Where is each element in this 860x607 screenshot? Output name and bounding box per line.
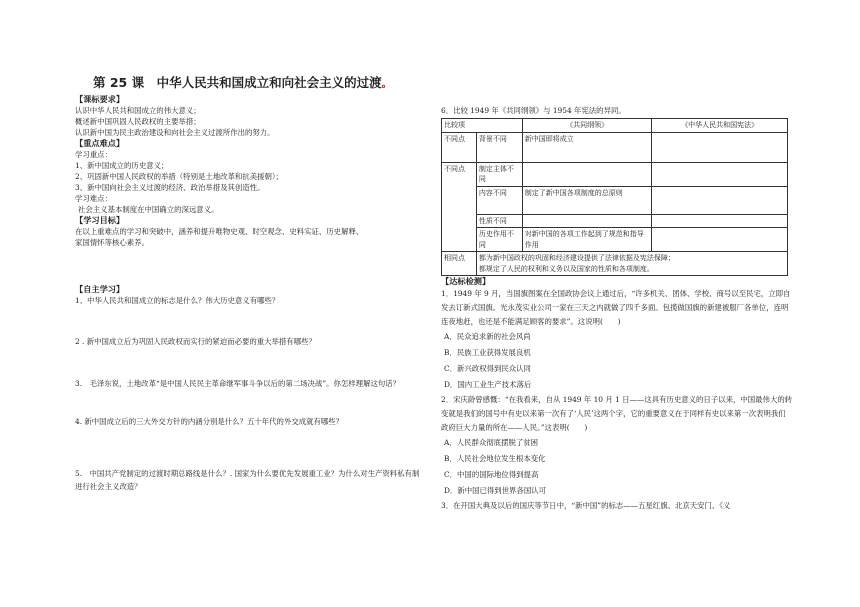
constitution-cell <box>652 162 788 186</box>
goals-heading: 【学习目标】 <box>75 215 125 225</box>
table-header-cell: 《中华人民共和国宪法》 <box>652 119 788 133</box>
selfstudy-question: 3. 毛泽东说，土地改革“是中国人民民主革命继军事斗争以后的第二场决战”。你怎样理解这句话？ <box>75 379 401 388</box>
item-cell: 历史作用不同 <box>476 228 522 252</box>
option-item: A．人民群众彻底摆脱了贫困 <box>444 438 539 447</box>
item-cell: 制定主体不同 <box>476 162 522 186</box>
program-cell <box>522 162 652 186</box>
option-item: D．新中国已得到世界各国认可 <box>444 486 547 495</box>
left-column <box>75 75 425 493</box>
curriculum-line: 认识中华人民共和国成立的伟大意义； <box>75 106 201 115</box>
table-header-cell: 比较项 <box>442 119 523 133</box>
keypoints-line: 3、新中国向社会主义过渡的经济、政治举措及其创造性。 <box>75 183 265 192</box>
item-cell: 内容不同 <box>476 186 522 214</box>
table-row <box>442 132 788 162</box>
constitution-cell <box>652 132 788 162</box>
keypoints-line: 学习重点： <box>75 150 112 159</box>
diff-label-cell: 不同点 <box>442 162 477 252</box>
table-row <box>442 162 788 186</box>
title-mark: 。 <box>381 79 392 90</box>
selfstudy-question: 2 . 新中国成立后为巩固人民政权而实行的紧迫而必要的重大举措有哪些？ <box>75 337 316 346</box>
curriculum-heading: 【课标要求】 <box>75 94 125 104</box>
constitution-cell <box>652 186 788 214</box>
table-header-row <box>442 119 788 133</box>
option-item: A．民众追求新的社会风尚 <box>444 332 531 341</box>
compare-table <box>441 118 788 276</box>
same-content-cell <box>476 252 787 276</box>
option-item: C．新兴政权得到民众认同 <box>444 364 531 373</box>
goals-line: 在以上重难点的学习和突破中，涵养和提升唯物史观、时空观念、史料实证、历史解释、 <box>75 227 364 236</box>
option-item: B．民族工业获得发展良机 <box>444 348 531 357</box>
keypoints-line: 2、巩固新中国人民政权的举措（特别是土地改革和抗美援朝）； <box>75 172 283 181</box>
right-column <box>441 105 793 513</box>
table-row <box>442 252 788 276</box>
goals-line: 家国情怀等核心素养。 <box>75 238 149 247</box>
option-item: D．国内工业生产技术落后 <box>444 380 532 389</box>
lesson-title <box>93 75 425 93</box>
check-question-1: 1．1949 年 9 月，当国旗图案在全国政协会议上通过后，“许多机关、团体、学校、商号以至民宅，立即自发去订新式国旗。光永茂实业公司一家在三天之内就做了四千多面。包揽做国旗的新建被服厂各单位，连明连夜地赶，也还是不能满足顾客的要求”。这说明( ) <box>441 289 791 326</box>
curriculum-line: 概述新中国巩固人民政权的主要举措； <box>75 117 201 126</box>
option-item: B．人民社会地位发生根本变化 <box>444 454 546 463</box>
item-cell: 背景不同 <box>476 132 522 162</box>
diff-label-cell: 不同点 <box>442 132 477 162</box>
table-row <box>442 214 788 228</box>
check-section <box>441 276 793 513</box>
constitution-cell <box>652 214 788 228</box>
selfstudy-question: 4. 新中国成立后的三大外交方针的内涵分别是什么？五十年代的外交成就有哪些？ <box>75 417 344 426</box>
item-cell: 性质不同 <box>476 214 522 228</box>
table-row <box>442 186 788 214</box>
selfstudy-heading: 【自主学习】 <box>75 284 125 294</box>
check-question-2: 2．宋庆龄曾感慨：“在我看来，自从 1949 年 10 月 1 日——这具有历史意义的日子以来，中国最伟大的转变就是我们的国号中有史以来第一次有了‘人民’这两个字，它的重要意义在于同样有史以来第一次表明我们政府巨大力量的所在——人民。”这表明( ) <box>441 395 793 432</box>
lesson-title-text: 第 25 课 中华人民共和国成立和向社会主义的过渡 <box>93 75 382 90</box>
check-heading: 【达标检测】 <box>441 276 491 286</box>
table-row <box>442 228 788 252</box>
same-line: 都为新中国政权的巩固和经济建设提供了法律依据及宪法保障； <box>478 254 675 262</box>
keypoints-line: 社会主义基本制度在中国确立的深远意义。 <box>78 205 219 214</box>
table-header-cell: 《共同纲领》 <box>522 119 652 133</box>
keypoints-line: 学习难点： <box>75 194 112 203</box>
selfstudy-question: 1、中华人民共和国成立的标志是什么？伟大历史意义有哪些？ <box>75 296 280 305</box>
curriculum-line: 认识新中国为民主政治建设和向社会主义过渡所作出的努力。 <box>75 128 275 137</box>
program-cell <box>522 214 652 228</box>
compare-prompt: 6．比较 1949 年《共同纲领》与 1954 年宪法的异同。 <box>441 106 626 115</box>
keypoints-heading: 【重点难点】 <box>75 138 125 148</box>
selfstudy-question: 5. 中国共产党制定的过渡时期总路线是什么？. 国家为什么要优先发展重工业？为什么对生产资料私有制进行社会主义改造？ <box>75 469 420 491</box>
keypoints-line: 1、新中国成立的历史意义； <box>75 161 169 170</box>
same-line: 都规定了人民的权利和义务以及国家的性质和各项制度。 <box>478 264 654 273</box>
program-cell: 制定了新中国各项制度的总原则 <box>522 186 652 214</box>
program-cell: 新中国即将成立 <box>522 132 652 162</box>
program-cell: 对新中国的各项工作起到了规范和指导作用 <box>522 228 652 252</box>
check-question-3: 3．在开国大典及以后的国庆等节日中，“新中国”的标志——五星红旗、北京天安门、《义 <box>441 501 731 510</box>
same-label-cell: 相同点 <box>442 252 477 276</box>
constitution-cell <box>652 228 788 252</box>
option-item: C．中国的国际地位得到提高 <box>444 470 539 479</box>
